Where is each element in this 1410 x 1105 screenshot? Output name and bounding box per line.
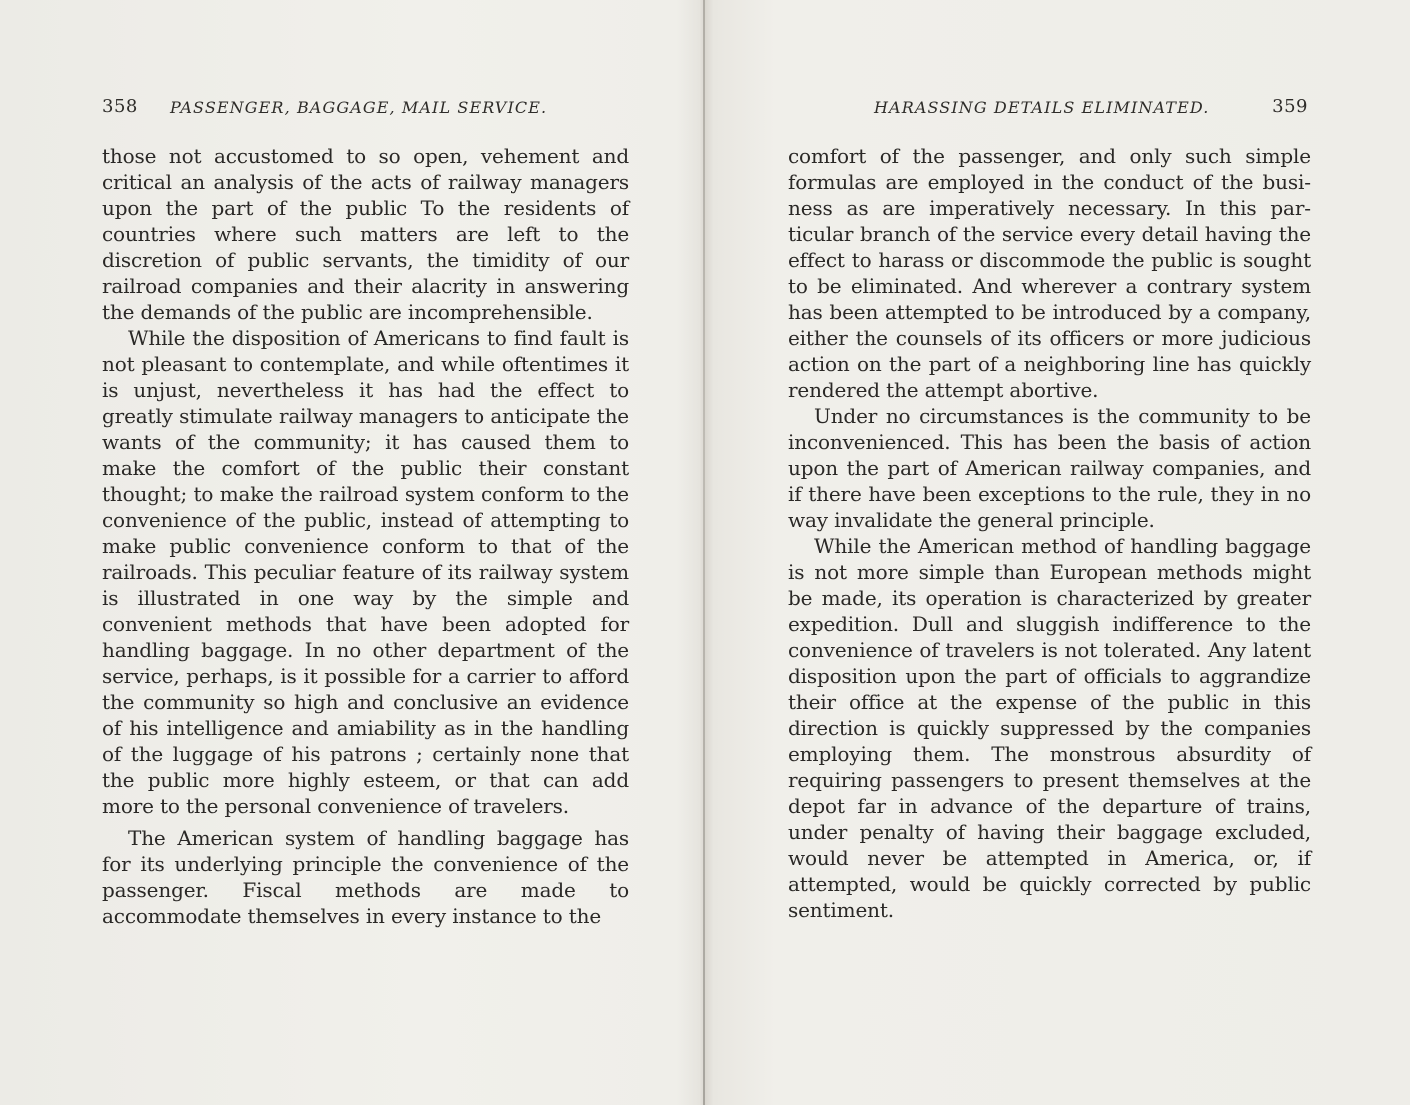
right-page <box>707 0 1410 1105</box>
left-page <box>0 0 703 1105</box>
right-page-number: 359 <box>1272 96 1308 117</box>
right-running-head <box>788 96 1308 122</box>
left-page-number: 358 <box>102 96 138 117</box>
left-running-title: PASSENGER, BAGGAGE, MAIL SERVICE. <box>170 98 548 117</box>
left-paragraph-3: The American system of handling baggage has for its underlying principle the convenience of the passenger. Fiscal methods are made to accommodate themselves in every instance to the <box>102 826 629 928</box>
left-paragraph-2: While the disposition of Americans to find fault is not pleasant to contemplate, and while oftentimes it is unjust, nevertheless it has had the effect to greatly stimulate railway managers to anticipate the wants of the community; it has caused them to make the comfort of the public their constant thought; to make the railroad system conform to the convenience of the public, instead of attempting to make public convenience conform to that of the railroads. This peculiar feature of its railway system is illustrated in one way by the simple and convenient methods that have been adopted for handling baggage. In no other department of the service, perhaps, is it possible for a carrier to afford the community so high and conclusive an evidence of his intelligence and amiability as in the handling of the luggage of his patrons ; certainly none that the public more highly esteem, or that can add more to the personal convenience of travelers. <box>102 326 629 818</box>
right-paragraph-2: Under no circumstances is the community to be inconvenienced. This has been the basis of action upon the part of American railway companies, and if there have been exceptions to the rule, they in no way invalidate the general principle. <box>788 404 1311 532</box>
right-paragraph-3: While the American method of handling baggage is not more simple than European methods might be made, its operation is characterized by greater expedition. Dull and sluggish indifference to the convenience of travelers is not tolerated. Any latent disposition upon the part of officials to aggrandize their office at the expense of the public in this direction is quickly suppressed by the companies employing them. The monstrous absurdity of requiring passengers to present themselves at the depot far in advance of the departure of trains, under penalty of having their baggage excluded, would never be attempted in America, or, if attempted, would be quickly corrected by public sentiment. <box>788 534 1311 922</box>
book-gutter <box>703 0 705 1105</box>
right-paragraph-1: comfort of the passenger, and only such simple formulas are employed in the conduct of the business as are imperatively necessary. In this particular branch of the service every detail having the effect to harass or discommode the public is sought to be eliminated. And wherever a contrary system has been attempted to be introduced by a company, either the counsels of its officers or more judicious action on the part of a neighboring line has quickly rendered the attempt abortive. <box>788 144 1311 402</box>
left-running-head <box>102 96 632 122</box>
right-body-text <box>788 143 1311 923</box>
left-paragraph-1: those not accustomed to so open, vehement and critical an analysis of the acts of railway managers upon the part of the public To the residents of countries where such matters are left to the discretion of public servants, the timidity of our railroad companies and their alacrity in answering the demands of the public are incomprehensible. <box>102 144 629 324</box>
left-body-text <box>102 143 629 929</box>
right-running-title: HARASSING DETAILS ELIMINATED. <box>874 98 1210 117</box>
